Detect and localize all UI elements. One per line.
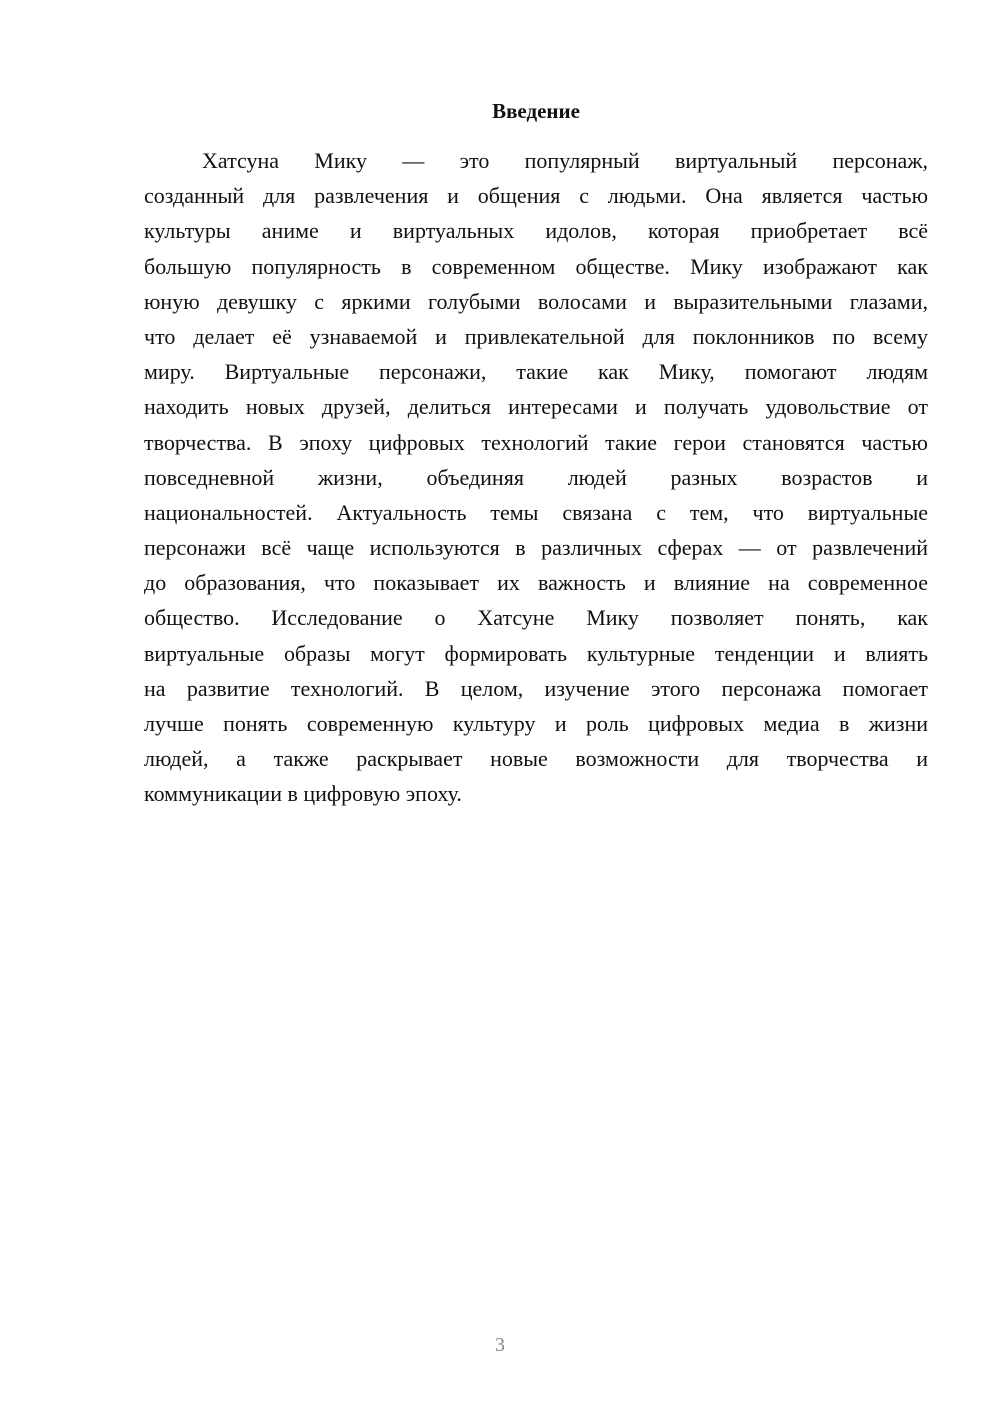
paragraph-line: творчества. В эпоху цифровых технологий такие герои становятся частью <box>144 429 928 455</box>
paragraph-line: персонажи всё чаще используются в различных сферах — от развлечений <box>144 535 928 561</box>
body-paragraph <box>144 143 928 812</box>
paragraph-line: общество. Исследование о Хатсуне Мику позволяет понять, как <box>144 605 928 631</box>
paragraph-line: людей, а также раскрывает новые возможности для творчества и <box>144 746 928 772</box>
paragraph-line: Хатсуна Мику — это популярный виртуальный персонаж, <box>202 148 928 173</box>
paragraph-line: национальностей. Актуальность темы связана с тем, что виртуальные <box>144 499 928 525</box>
paragraph-line: на развитие технологий. В целом, изучение этого персонажа помогает <box>144 675 928 701</box>
section-heading: Введение <box>492 99 580 123</box>
paragraph-line: повседневной жизни, объединяя людей разных возрастов и <box>144 464 928 490</box>
paragraph-line: находить новых друзей, делиться интересами и получать удовольствие от <box>144 394 928 420</box>
paragraph-line: что делает её узнаваемой и привлекательной для поклонников по всему <box>144 323 928 349</box>
paragraph-line: культуры аниме и виртуальных идолов, которая приобретает всё <box>144 218 928 244</box>
paragraph-line: лучше понять современную культуру и роль цифровых медиа в жизни <box>144 711 928 736</box>
paragraph-line: виртуальные образы могут формировать культурные тенденции и влиять <box>144 640 928 666</box>
paragraph-line: миру. Виртуальные персонажи, такие как Мику, помогают людям <box>144 359 928 385</box>
paragraph-line: юную девушку с яркими голубыми волосами и выразительными глазами, <box>144 288 928 314</box>
paragraph-line: созданный для развлечения и общения с людьми. Она является частью <box>144 183 928 209</box>
paragraph-line: большую популярность в современном обществе. Мику изображают как <box>144 253 928 279</box>
paragraph-line: до образования, что показывает их важность и влияние на современное <box>144 570 928 596</box>
page-number: 3 <box>495 1334 505 1356</box>
paragraph-line: коммуникации в цифровую эпоху. <box>144 781 462 807</box>
